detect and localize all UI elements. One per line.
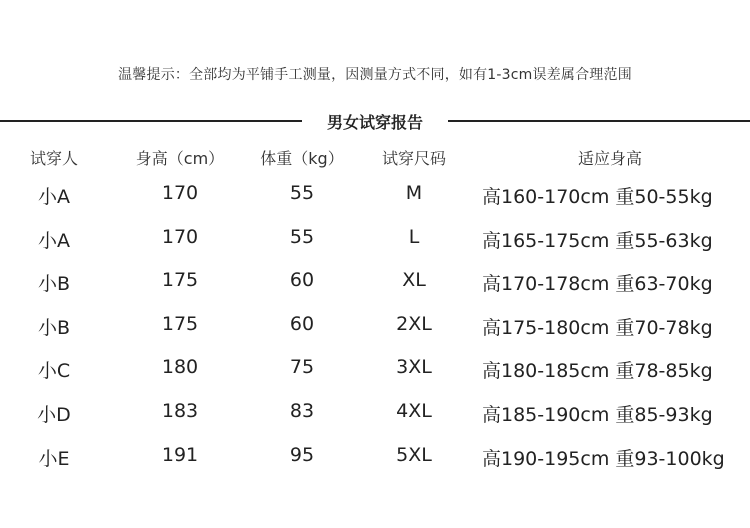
cell-fit-range: 高175-180cm 重70-78kg (482, 317, 713, 339)
header-height: 身高（cm） (135, 149, 225, 168)
cell-fit-range: 高165-175cm 重55-63kg (482, 230, 713, 252)
cell-tester: 小A (38, 230, 70, 252)
cell-weight: 95 (289, 444, 315, 466)
cell-height: 191 (161, 444, 199, 466)
cell-size: XL (402, 269, 426, 291)
cell-size: L (408, 226, 420, 248)
table-row (0, 356, 750, 396)
header-fit-range: 适应身高 (577, 149, 642, 168)
cell-tester: 小B (37, 273, 71, 295)
cell-fit-range: 高170-178cm 重63-70kg (482, 273, 713, 295)
cell-fit-range: 高190-195cm 重93-100kg (482, 448, 725, 470)
cell-weight: 55 (289, 226, 315, 248)
cell-weight: 60 (289, 313, 315, 335)
table-row (0, 313, 750, 353)
cell-size: 5XL (396, 444, 432, 466)
cell-fit-range: 高185-190cm 重85-93kg (482, 404, 713, 426)
cell-size: 3XL (396, 356, 432, 378)
cell-height: 175 (161, 313, 199, 335)
header-tester: 试穿人 (29, 149, 78, 168)
cell-height: 180 (161, 356, 199, 378)
cell-size: 2XL (396, 313, 432, 335)
cell-size: 4XL (396, 400, 432, 422)
table-row (0, 400, 750, 440)
table-row (0, 444, 750, 484)
cell-weight: 75 (289, 356, 315, 378)
header-weight: 体重（kg） (260, 149, 344, 168)
measurement-notice: 温馨提示：全部均为平铺手工测量，因测量方式不同，如有1-3cm误差属合理范围 (118, 67, 632, 83)
table-row (0, 269, 750, 309)
title-divider-right (448, 120, 750, 122)
cell-tester: 小E (38, 448, 70, 470)
cell-tester: 小B (37, 317, 71, 339)
cell-height: 175 (161, 269, 199, 291)
cell-size: M (405, 182, 423, 204)
cell-height: 183 (161, 400, 199, 422)
report-title: 男女试穿报告 (326, 113, 423, 132)
cell-tester: 小D (37, 404, 71, 426)
cell-tester: 小C (37, 360, 71, 382)
table-row (0, 182, 750, 222)
title-divider-left (0, 120, 302, 122)
cell-weight: 55 (289, 182, 315, 204)
table-row (0, 226, 750, 266)
cell-weight: 83 (289, 400, 315, 422)
cell-fit-range: 高180-185cm 重78-85kg (482, 360, 713, 382)
cell-height: 170 (161, 226, 199, 248)
header-size: 试穿尺码 (381, 149, 446, 168)
cell-weight: 60 (289, 269, 315, 291)
cell-tester: 小A (38, 186, 70, 208)
cell-fit-range: 高160-170cm 重50-55kg (482, 186, 713, 208)
cell-height: 170 (161, 182, 199, 204)
